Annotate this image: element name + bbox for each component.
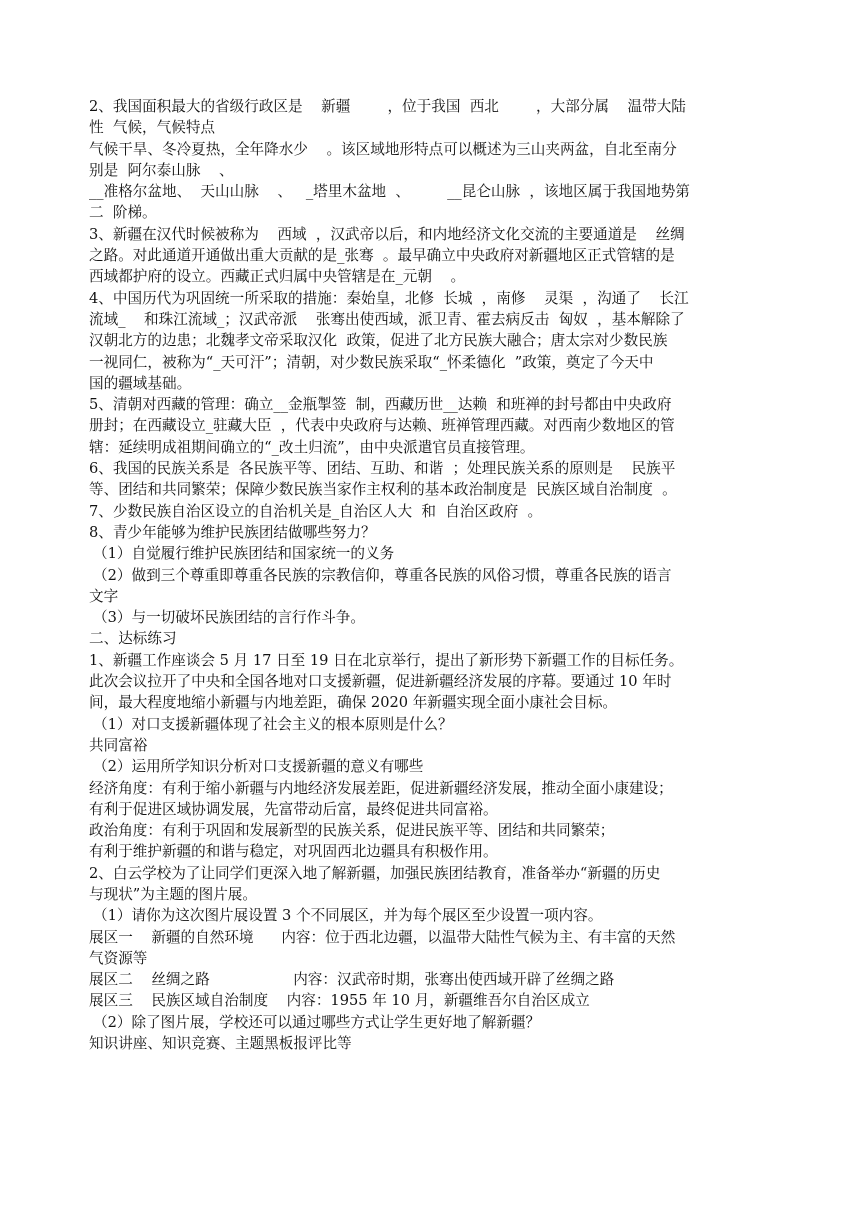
text-line: 此次会议拉开了中央和全国各地对口支援新疆，促进新疆经济发展的序幕。要通过 10 年时 <box>89 673 672 691</box>
text-line: 等、团结和共同繁荣；保障少数民族当家作主权利的基本政治制度是 民族区域自治制度 。 <box>89 481 677 499</box>
text-line: 2、白云学校为了让同学们更深入地了解新疆，加强民族团结教育，准备举办“新疆的历史 <box>89 864 661 882</box>
text-line: 性 气候，气候特点 <box>89 119 216 137</box>
text-line: 4、中国历代为巩固统一所采取的措施：秦始皇，北修 长城 ，南修 灵渠 ，沟通了 长江 <box>89 289 689 307</box>
text-line: 展区三 民族区域自治制度 内容：1955 年 10 月，新疆维吾尔自治区成立 <box>89 992 590 1010</box>
text-line: __准格尔盆地、 天山山脉 、 _塔里木盆地 、 __昆仑山脉 ，该地区属于我国地势第 <box>89 183 690 201</box>
text-line: 展区二 丝绸之路 内容：汉武帝时期，张骞出使西域开辟了丝绸之路 <box>89 971 615 989</box>
text-line: 辖：延续明成祖期间确立的“_改土归流”，由中央派遣官员直接管理。 <box>89 438 535 456</box>
text-line: 7、少数民族自治区设立的自治机关是_自治区人大 和 自治区政府 。 <box>89 502 543 520</box>
text-line: 间，最大程度地缩小新疆与内地差距，确保 2020 年新疆实现全面小康社会目标。 <box>89 694 618 712</box>
text-line: 二 阶梯。 <box>89 204 157 222</box>
text-line: 5、清朝对西藏的管理：确立__金瓶掣签 制，西藏历世__达赖 和班禅的封号都由中央政府 <box>89 396 672 414</box>
text-line: 有利于维护新疆的和谐与稳定，对巩固西北边疆具有积极作用。 <box>89 843 498 861</box>
text-line: 别是 阿尔泰山脉 、 <box>89 161 234 179</box>
text-line: 知识讲座、知识竞赛、主题黑板报评比等 <box>89 1035 352 1053</box>
text-line: 西域都护府的设立。西藏正式归属中央管辖是在_元朝 。 <box>89 268 466 286</box>
text-line: 展区一 新疆的自然环境 内容：位于西北边疆，以温带大陆性气候为主、有丰富的天然 <box>89 928 676 946</box>
text-line: （1）自觉履行维护民族团结和国家统一的义务 <box>93 545 395 563</box>
text-line: 有利于促进区域协调发展，先富带动后富，最终促进共同富裕。 <box>89 800 498 818</box>
text-line: 3、新疆在汉代时候被称为 西域 ，汉武帝以后，和内地经济文化交流的主要通道是 丝绸 <box>89 225 685 243</box>
text-line: 气候干旱、冬冷夏热，全年降水少 。该区域地形特点可以概述为三山夹两盆，自北至南分 <box>89 140 677 158</box>
text-line: 与现状”为主题的图片展。 <box>89 885 257 903</box>
text-line: 流域_ 和珠江流域_；汉武帝派 张骞出使西域，派卫青、霍去病反击 匈奴 ，基本解除了 <box>89 310 685 328</box>
text-line: 2、我国面积最大的省级行政区是 新疆 ，位于我国 西北 ，大部分属 温带大陆 <box>89 98 686 115</box>
text-line: 气资源等 <box>89 949 148 967</box>
text-line: （2）除了图片展，学校还可以通过哪些方式让学生更好地了解新疆？ <box>93 1013 541 1031</box>
text-line: 共同富裕 <box>89 736 148 754</box>
text-line: （2）做到三个尊重即尊重各民族的宗教信仰，尊重各民族的风俗习惯，尊重各民族的语言 <box>93 566 672 584</box>
text-line: 国的疆域基础。 <box>89 374 192 392</box>
text-line: （1）对口支援新疆体现了社会主义的根本原则是什么？ <box>93 715 453 733</box>
text-line: 汉朝北方的边患；北魏孝文帝采取汉化 政策，促进了北方民族大融合；唐太宗对少数民族 <box>89 332 668 350</box>
text-line: （3）与一切破坏民族团结的言行作斗争。 <box>93 609 365 627</box>
text-line: 1、新疆工作座谈会 5 月 17 日至 19 日在北京举行，提出了新形势下新疆工作的目标任务。 <box>89 651 684 669</box>
text-line: 一视同仁，被称为“_天可汗”；清朝，对少数民族采取“_怀柔德化 ”政策，奠定了今天中 <box>89 353 654 371</box>
text-line: 文字 <box>89 587 119 605</box>
text-line: 6、我国的民族关系是 各民族平等、团结、互助、和谐 ；处理民族关系的原则是 民族平 <box>89 460 676 478</box>
text-line: 册封；在西藏设立_驻藏大臣 ，代表中央政府与达赖、班禅管理西藏。对西南少数地区的管 <box>89 417 675 435</box>
document-page <box>89 96 781 1054</box>
text-line: 政治角度：有利于巩固和发展新型的民族关系，促进民族平等、团结和共同繁荣； <box>89 822 615 840</box>
text-line: （2）运用所学知识分析对口支援新疆的意义有哪些 <box>93 758 424 776</box>
text-line: 经济角度：有利于缩小新疆与内地经济发展差距，促进新疆经济发展，推动全面小康建设； <box>89 779 673 797</box>
text-line: 二、达标练习 <box>89 630 177 648</box>
text-line: （1）请你为这次图片展设置 3 个不同展区，并为每个展区至少设置一项内容。 <box>93 907 603 925</box>
text-line: 8、青少年能够为维护民族团结做哪些努力？ <box>89 523 376 541</box>
text-line: 之路。对此通道开通做出重大贡献的是_张骞 。最早确立中央政府对新疆地区正式管辖的是 <box>89 247 675 265</box>
